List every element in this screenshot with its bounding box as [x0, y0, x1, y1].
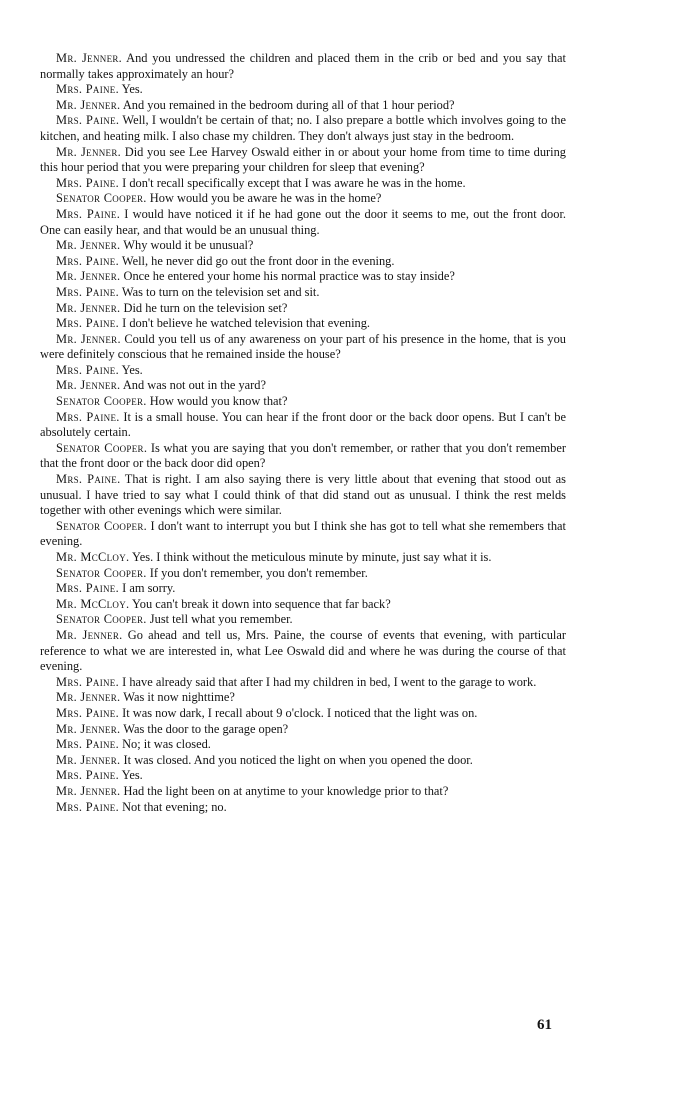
speaker-name: Senator Cooper.: [56, 191, 147, 206]
testimony-text: And you undressed the children and placed them in the crib or bed and you say that normally takes approximately an hour?: [40, 51, 566, 81]
testimony-paragraph: [40, 737, 566, 753]
speaker-name: Mrs. Paine.: [56, 581, 120, 596]
testimony-text: I don't recall specifically except that I was aware he was in the home.: [119, 175, 466, 190]
speaker-name: Mrs. Paine.: [56, 316, 120, 331]
speaker-name: Mrs. Paine.: [56, 253, 120, 268]
testimony-text: How would you be aware he was in the home?: [146, 191, 382, 206]
speaker-name: Mr. Jenner.: [56, 752, 121, 767]
testimony-paragraph: [40, 145, 566, 176]
testimony-paragraph: [40, 113, 566, 144]
transcript-body: [40, 51, 566, 815]
testimony-paragraph: [40, 238, 566, 254]
testimony-paragraph: [40, 581, 566, 597]
testimony-text: Had the light been on at anytime to your knowledge prior to that?: [120, 783, 449, 798]
testimony-paragraph: [40, 51, 566, 82]
testimony-text: Was to turn on the television set and sit.: [119, 284, 320, 299]
testimony-paragraph: [40, 176, 566, 192]
speaker-name: Mrs. Paine.: [56, 206, 121, 221]
testimony-paragraph: [40, 301, 566, 317]
testimony-paragraph: [40, 285, 566, 301]
testimony-text: Is what you are saying that you don't remember, or rather that you don't remember that the front door or the back door did open?: [40, 440, 566, 471]
testimony-paragraph: [40, 394, 566, 410]
testimony-text: I have already said that after I had my children in bed, I went to the garage to work.: [119, 674, 537, 689]
testimony-paragraph: [40, 378, 566, 394]
speaker-name: Mrs. Paine.: [56, 82, 120, 97]
speaker-name: Mr. Jenner.: [56, 51, 123, 65]
speaker-name: Mr. Jenner.: [56, 269, 121, 284]
speaker-name: Senator Cooper.: [56, 440, 148, 455]
testimony-paragraph: [40, 254, 566, 270]
testimony-paragraph: [40, 784, 566, 800]
testimony-text: You can't break it down into sequence that far back?: [129, 596, 391, 611]
speaker-name: Mr. Jenner.: [56, 627, 123, 642]
speaker-name: Mr. Jenner.: [56, 331, 121, 346]
testimony-paragraph: [40, 207, 566, 238]
testimony-text: Did he turn on the television set?: [120, 300, 288, 315]
testimony-paragraph: [40, 706, 566, 722]
speaker-name: Mrs. Paine.: [56, 409, 120, 424]
testimony-text: I don't believe he watched television that evening.: [119, 316, 371, 331]
testimony-paragraph: [40, 597, 566, 613]
speaker-name: Mr. Jenner.: [56, 300, 121, 315]
testimony-text: Go ahead and tell us, Mrs. Paine, the course of events that evening, with particular reference to what we are interested in, what Lee Oswald did and where he was during the course of that evening.: [40, 627, 566, 674]
speaker-name: Senator Cooper.: [56, 612, 147, 627]
testimony-text: I don't want to interrupt you but I think she has got to tell what she remembers that evening.: [40, 518, 567, 549]
testimony-text: How would you know that?: [146, 394, 288, 409]
testimony-paragraph: [40, 628, 566, 675]
testimony-paragraph: [40, 269, 566, 285]
speaker-name: Mr. Jenner.: [56, 97, 121, 112]
testimony-text: Just tell what you remember.: [146, 612, 293, 627]
testimony-text: It is a small house. You can hear if the front door or the back door opens. But I can't be absolutely certain.: [40, 409, 566, 440]
speaker-name: Mrs. Paine.: [56, 175, 120, 190]
testimony-paragraph: [40, 566, 566, 582]
speaker-name: Mrs. Paine.: [56, 362, 120, 377]
testimony-text: Could you tell us of any awareness on your part of his presence in the home, that is you were definitely conscious that he remained inside the house?: [40, 331, 566, 362]
testimony-paragraph: [40, 363, 566, 379]
testimony-text: Well, he never did go out the front door in the evening.: [119, 253, 395, 268]
testimony-text: Was it now nighttime?: [120, 690, 235, 705]
testimony-paragraph: [40, 690, 566, 706]
testimony-text: It was now dark, I recall about 9 o'clock. I noticed that the light was on.: [119, 705, 478, 720]
testimony-paragraph: [40, 316, 566, 332]
testimony-text: Was the door to the garage open?: [120, 721, 289, 736]
speaker-name: Mr. Jenner.: [56, 144, 122, 159]
speaker-name: Senator Cooper.: [56, 394, 147, 409]
testimony-paragraph: [40, 98, 566, 114]
testimony-text: I am sorry.: [119, 581, 176, 596]
testimony-paragraph: [40, 410, 566, 441]
testimony-paragraph: [40, 332, 566, 363]
speaker-name: Mrs. Paine.: [56, 799, 120, 814]
testimony-text: And you remained in the bedroom during all of that 1 hour period?: [120, 97, 455, 112]
testimony-paragraph: [40, 753, 566, 769]
speaker-name: Mrs. Paine.: [56, 674, 120, 689]
speaker-name: Mrs. Paine.: [56, 768, 120, 783]
testimony-paragraph: [40, 472, 566, 519]
testimony-text: Did you see Lee Harvey Oswald either in or about your home from time to time during this hour period that you were preparing your children for sleep that evening?: [40, 144, 566, 175]
speaker-name: Mr. McCloy.: [56, 550, 130, 564]
speaker-name: Mr. Jenner.: [56, 721, 121, 736]
testimony-paragraph: [40, 191, 566, 207]
speaker-name: Mr. Jenner.: [56, 690, 121, 705]
testimony-text: Yes.: [119, 768, 143, 783]
testimony-text: Yes. I think without the meticulous minute by minute, just say what it is.: [129, 550, 492, 564]
testimony-text: Well, I wouldn't be certain of that; no. I also prepare a bottle which involves going to the kitchen, and heating milk. I also chase my children. They don't always just stay in the bedroom.: [40, 113, 566, 143]
speaker-name: Mr. Jenner.: [56, 378, 121, 393]
testimony-paragraph: [40, 550, 566, 566]
page-number: 61: [537, 1017, 552, 1033]
speaker-name: Mrs. Paine.: [56, 705, 120, 720]
testimony-paragraph: [40, 441, 566, 472]
speaker-name: Mrs. Paine.: [56, 472, 121, 487]
testimony-paragraph: [40, 82, 566, 98]
testimony-paragraph: [40, 675, 566, 691]
testimony-paragraph: [40, 800, 566, 816]
testimony-paragraph: [40, 612, 566, 628]
speaker-name: Mr. Jenner.: [56, 238, 121, 253]
speaker-name: Mrs. Paine.: [56, 737, 120, 752]
speaker-name: Mr. Jenner.: [56, 783, 121, 798]
testimony-text: Yes.: [119, 362, 143, 377]
testimony-text: Not that evening; no.: [119, 799, 227, 814]
testimony-text: Yes.: [119, 82, 143, 97]
testimony-paragraph: [40, 768, 566, 784]
speaker-name: Senator Cooper.: [56, 565, 147, 580]
testimony-text: Why would it be unusual?: [120, 238, 254, 253]
testimony-text: If you don't remember, you don't remember.: [146, 565, 368, 580]
testimony-text: That is right. I am also saying there is very little about that evening that stood out as unusual. I have tried to say what I could think of that did stand out as unusual. I think the rest melds together with other evenings which were similar.: [40, 472, 566, 518]
speaker-name: Mr. McCloy.: [56, 596, 130, 611]
speaker-name: Mrs. Paine.: [56, 284, 120, 299]
speaker-name: Senator Cooper.: [56, 518, 148, 533]
testimony-text: I would have noticed it if he had gone out the door it seems to me, out the front door. One can easily hear, and that would be an unusual thing.: [40, 206, 566, 237]
testimony-paragraph: [40, 722, 566, 738]
speaker-name: Mrs. Paine.: [56, 113, 120, 128]
testimony-paragraph: [40, 519, 566, 550]
testimony-text: And was not out in the yard?: [120, 378, 267, 393]
testimony-text: No; it was closed.: [119, 737, 211, 752]
testimony-text: It was closed. And you noticed the light on when you opened the door.: [120, 752, 473, 767]
testimony-text: Once he entered your home his normal practice was to stay inside?: [120, 269, 455, 284]
